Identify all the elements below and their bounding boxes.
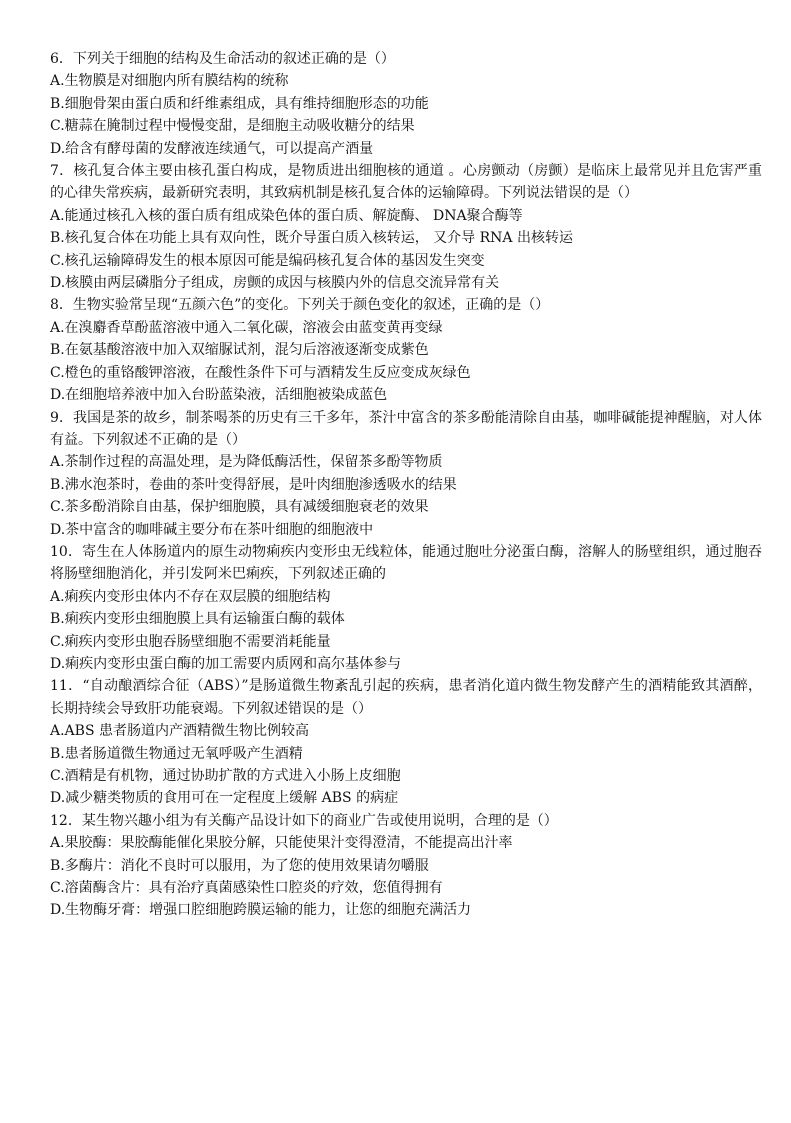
option-b: B.多酶片：消化不良时可以服用，为了您的使用效果请勿嚼服 bbox=[50, 857, 429, 874]
question-stem: 7．核孔复合体主要由核孔蛋白构成，是物质进出细胞核的通道 。心房颤动（房颤）是临床上最常见并且危害严重的心律失常疾病，最新研究表明，其致病机制是核孔复合体的运输障碍。下列说法错误的是（） bbox=[50, 163, 762, 202]
option-c: C.溶菌酶含片：具有治疗真菌感染性口腔炎的疗效，您值得拥有 bbox=[50, 880, 443, 897]
option-d: D.痢疾内变形虫蛋白酶的加工需要内质网和高尔基体参与 bbox=[50, 655, 402, 672]
question-list bbox=[50, 48, 762, 922]
question-11 bbox=[50, 675, 762, 809]
option-c: C.糖蒜在腌制过程中慢慢变甜，是细胞主动吸收糖分的结果 bbox=[50, 118, 415, 135]
option-c: C.核孔运输障碍发生的根本原因可能是编码核孔复合体的基因发生突变 bbox=[50, 252, 485, 269]
question-stem: 11．“自动酿酒综合征（ABS）”是肠道微生物紊乱引起的疾病，患者消化道内微生物发酵产生的酒精能致其酒醉，长期持续会导致肝功能衰竭。下列叙述错误的是（） bbox=[50, 678, 762, 717]
option-a: A.果胶酶：果胶酶能催化果胶分解，只能使果汁变得澄清，不能提高出汁率 bbox=[50, 835, 513, 852]
option-c: C.痢疾内变形虫胞吞肠壁细胞不需要消耗能量 bbox=[50, 633, 331, 650]
option-b: B.核孔复合体在功能上具有双向性，既介导蛋白质入核转运， 又介导 RNA 出核转运 bbox=[50, 230, 573, 247]
option-d: D.茶中富含的咖啡碱主要分布在茶叶细胞的细胞液中 bbox=[50, 521, 374, 538]
question-9 bbox=[50, 407, 762, 541]
option-a: A.生物膜是对细胞内所有膜结构的统称 bbox=[50, 73, 289, 90]
option-d: D.减少糖类物质的食用可在一定程度上缓解 ABS 的病症 bbox=[50, 790, 399, 807]
option-a: A.在溴麝香草酚蓝溶液中通入二氧化碳，溶液会由蓝变黄再变绿 bbox=[50, 319, 443, 336]
question-stem: 8．生物实验常呈现“五颜六色”的变化。下列关于颜色变化的叙述，正确的是（） bbox=[50, 297, 550, 314]
option-c: C.酒精是有机物，通过协助扩散的方式进入小肠上皮细胞 bbox=[50, 768, 401, 784]
question-10 bbox=[50, 541, 762, 675]
option-a: A.ABS 患者肠道内产酒精微生物比例较高 bbox=[50, 723, 309, 740]
option-b: B.在氨基酸溶液中加入双缩脲试剂，混匀后溶液逐渐变成紫色 bbox=[50, 342, 429, 359]
question-12 bbox=[50, 810, 762, 922]
question-stem: 12．某生物兴趣小组为有关酶产品设计如下的商业广告或使用说明，合理的是（） bbox=[50, 812, 558, 829]
question-stem: 9．我国是茶的故乡，制茶喝茶的历史有三千多年，茶汁中富含的茶多酚能清除自由基，咖啡碱能提神醒脑，对人体有益。下列叙述不正确的是（） bbox=[50, 409, 762, 448]
option-c: C.茶多酚消除自由基，保护细胞膜，具有减缓细胞衰老的效果 bbox=[50, 499, 429, 516]
option-b: B.沸水泡茶时，卷曲的茶叶变得舒展，是叶肉细胞渗透吸水的结果 bbox=[50, 476, 457, 493]
option-a: A.茶制作过程的高温处理，是为降低酶活性，保留茶多酚等物质 bbox=[50, 454, 443, 471]
option-b: B.痢疾内变形虫细胞膜上具有运输蛋白酶的载体 bbox=[50, 611, 345, 628]
question-7 bbox=[50, 160, 762, 294]
question-8 bbox=[50, 294, 762, 406]
option-d: D.给含有酵母菌的发酵液连续通气，可以提高产酒量 bbox=[50, 140, 374, 157]
option-a: A.能通过核孔入核的蛋白质有组成染色体的蛋白质、解旋酶、 DNA聚合酶等 bbox=[50, 207, 523, 224]
option-d: D.在细胞培养液中加入台盼蓝染液，活细胞被染成蓝色 bbox=[50, 387, 388, 404]
option-a: A.痢疾内变形虫体内不存在双层膜的细胞结构 bbox=[50, 588, 331, 605]
option-d: D.核膜由两层磷脂分子组成，房颤的成因与核膜内外的信息交流异常有关 bbox=[50, 275, 500, 292]
question-stem: 10．寄生在人体肠道内的原生动物痢疾内变形虫无线粒体，能通过胞吐分泌蛋白酶，溶解人的肠壁组织，通过胞吞将肠壁细胞消化，并引发阿米巴痢疾，下列叙述正确的 bbox=[50, 543, 762, 583]
option-b: B.患者肠道微生物通过无氧呼吸产生酒精 bbox=[50, 745, 303, 762]
option-d: D.生物酶牙膏：增强口腔细胞跨膜运输的能力，让您的细胞充满活力 bbox=[50, 902, 472, 919]
question-stem: 6．下列关于细胞的结构及生命活动的叙述正确的是（） bbox=[50, 51, 395, 67]
question-6 bbox=[50, 48, 762, 160]
option-c: C.橙色的重铬酸钾溶液，在酸性条件下可与酒精发生反应变成灰绿色 bbox=[50, 364, 471, 381]
option-b: B.细胞骨架由蛋白质和纤维素组成，具有维持细胞形态的功能 bbox=[50, 95, 429, 112]
